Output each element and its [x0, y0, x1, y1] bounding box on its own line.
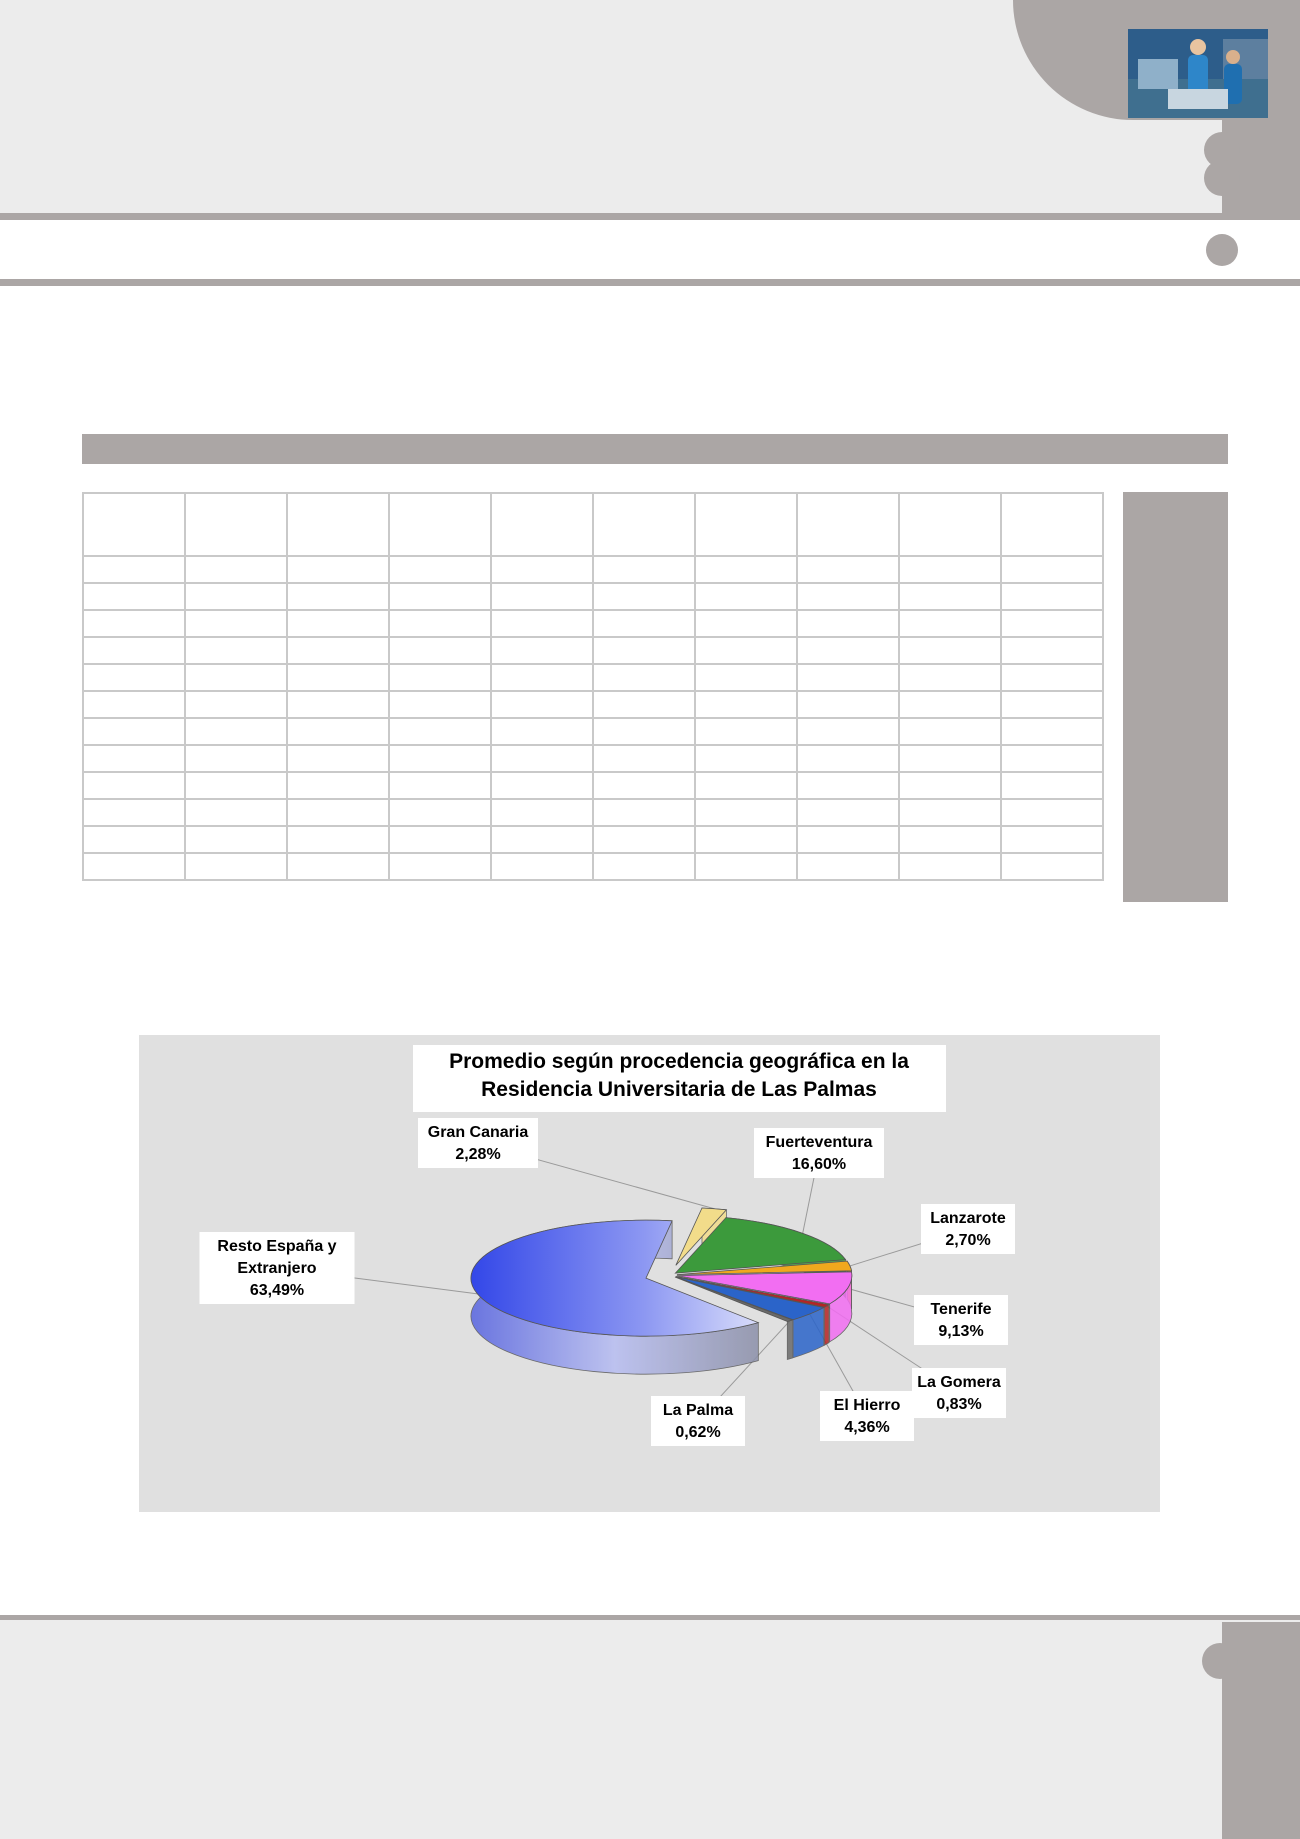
table-cell — [185, 493, 287, 556]
data-label-value-lanzarote: 2,70% — [945, 1232, 991, 1249]
data-label-name-lanzarote: Lanzarote — [930, 1210, 1006, 1227]
data-label-value-tenerife: 9,13% — [938, 1323, 984, 1340]
data-table — [82, 492, 1104, 881]
table-cell — [593, 610, 695, 637]
table-cell — [899, 556, 1001, 583]
table-cell — [797, 745, 899, 772]
table-header-row — [83, 493, 1103, 556]
table-cell — [83, 583, 185, 610]
table-side-block — [1123, 492, 1228, 902]
data-label-value-la-gomera: 0,83% — [936, 1396, 982, 1413]
table-row — [83, 637, 1103, 664]
table-cell — [287, 556, 389, 583]
table-cell — [491, 772, 593, 799]
table-cell — [83, 610, 185, 637]
table-cell — [287, 691, 389, 718]
data-label-value-fuerteventura: 16,60% — [791, 1156, 847, 1173]
header-divider-top — [0, 213, 1300, 220]
table-cell — [83, 718, 185, 745]
data-label-name-el-hierro: El Hierro — [833, 1397, 901, 1414]
table-row — [83, 610, 1103, 637]
table-cell — [593, 772, 695, 799]
table-cell — [491, 799, 593, 826]
table-cell — [83, 691, 185, 718]
table-cell — [1001, 853, 1103, 880]
data-label-value-resto-espana-y-extranjero: 63,49% — [249, 1282, 305, 1299]
table-cell — [83, 493, 185, 556]
table-row — [83, 691, 1103, 718]
table-cell — [83, 745, 185, 772]
table-cell — [899, 637, 1001, 664]
table-cell — [593, 493, 695, 556]
table-cell — [797, 664, 899, 691]
table-cell — [185, 799, 287, 826]
table-cell — [491, 610, 593, 637]
table-cell — [287, 799, 389, 826]
table-cell — [287, 583, 389, 610]
table-cell — [695, 718, 797, 745]
pie-slice-side-la-gomera — [824, 1305, 829, 1346]
table-cell — [185, 583, 287, 610]
table-cell — [389, 799, 491, 826]
table-cell — [899, 772, 1001, 799]
table-cell — [695, 583, 797, 610]
table-cell — [185, 664, 287, 691]
table-cell — [1001, 772, 1103, 799]
table-cell — [695, 493, 797, 556]
table-cell — [287, 772, 389, 799]
data-label-name-la-palma: La Palma — [662, 1402, 734, 1419]
table-cell — [491, 664, 593, 691]
table-cell — [899, 583, 1001, 610]
table-cell — [695, 853, 797, 880]
table-row — [83, 583, 1103, 610]
table-cell — [185, 718, 287, 745]
table-cell — [593, 745, 695, 772]
header-photo — [1128, 29, 1268, 118]
table-cell — [797, 610, 899, 637]
table-row — [83, 799, 1103, 826]
table-cell — [593, 583, 695, 610]
table-cell — [695, 826, 797, 853]
table-cell — [695, 556, 797, 583]
table-cell — [1001, 637, 1103, 664]
pie-chart-svg — [139, 1035, 1160, 1512]
table-cell — [185, 691, 287, 718]
table-cell — [491, 583, 593, 610]
table-row — [83, 826, 1103, 853]
table-cell — [389, 853, 491, 880]
table-cell — [389, 718, 491, 745]
table-cell — [185, 610, 287, 637]
table-cell — [899, 493, 1001, 556]
table-cell — [83, 826, 185, 853]
table-cell — [185, 637, 287, 664]
table-cell — [797, 718, 899, 745]
table-cell — [797, 556, 899, 583]
footer-band — [0, 1620, 1300, 1839]
table-cell — [389, 610, 491, 637]
table-cell — [593, 853, 695, 880]
table-cell — [1001, 745, 1103, 772]
table-cell — [1001, 556, 1103, 583]
table-cell — [389, 745, 491, 772]
table-cell — [1001, 493, 1103, 556]
data-label-name-la-gomera: La Gomera — [917, 1374, 1001, 1391]
data-label-name-resto-espana-y-extranjero: Resto España y — [217, 1238, 337, 1255]
table-cell — [491, 493, 593, 556]
table-cell — [797, 637, 899, 664]
table-cell — [185, 745, 287, 772]
table-cell — [797, 493, 899, 556]
table-cell — [491, 691, 593, 718]
table-cell — [899, 718, 1001, 745]
chart-title-line-1: Promedio según procedencia geográfica en la — [449, 1050, 909, 1073]
table-cell — [593, 664, 695, 691]
table-cell — [491, 826, 593, 853]
table-cell — [1001, 691, 1103, 718]
header-circle-2 — [1204, 160, 1240, 196]
table-row — [83, 664, 1103, 691]
table-cell — [695, 637, 797, 664]
table-cell — [899, 745, 1001, 772]
table-cell — [1001, 583, 1103, 610]
table-cell — [491, 745, 593, 772]
table-cell — [83, 664, 185, 691]
table-cell — [1001, 610, 1103, 637]
table-cell — [695, 691, 797, 718]
table-cell — [797, 826, 899, 853]
table-cell — [1001, 826, 1103, 853]
table-row — [83, 718, 1103, 745]
table-cell — [389, 637, 491, 664]
table-cell — [797, 853, 899, 880]
pie-chart — [139, 1035, 1160, 1512]
header-bullet-circle — [1206, 234, 1238, 266]
table-row — [83, 772, 1103, 799]
chart-title-line-2: Residencia Universitaria de Las Palmas — [481, 1078, 877, 1101]
table-cell — [389, 772, 491, 799]
table-cell — [287, 853, 389, 880]
table-cell — [695, 664, 797, 691]
table-title-bar — [82, 434, 1228, 464]
table-cell — [83, 772, 185, 799]
table-row — [83, 556, 1103, 583]
table-cell — [185, 826, 287, 853]
nurses-photo-icon — [1128, 29, 1268, 118]
table-cell — [389, 493, 491, 556]
table-cell — [185, 772, 287, 799]
table-cell — [593, 799, 695, 826]
table-cell — [287, 718, 389, 745]
table-cell — [899, 853, 1001, 880]
table-cell — [83, 853, 185, 880]
table-cell — [83, 556, 185, 583]
table-cell — [695, 610, 797, 637]
table-cell — [797, 583, 899, 610]
table-cell — [389, 826, 491, 853]
table-cell — [593, 691, 695, 718]
table-cell — [593, 826, 695, 853]
table-cell — [185, 556, 287, 583]
data-label-name-fuerteventura: Fuerteventura — [765, 1134, 873, 1151]
table-cell — [1001, 799, 1103, 826]
table-cell — [287, 745, 389, 772]
table-cell — [695, 745, 797, 772]
table-cell — [389, 691, 491, 718]
table-cell — [797, 691, 899, 718]
data-label-value-la-palma: 0,62% — [675, 1424, 721, 1441]
table-cell — [593, 718, 695, 745]
table-cell — [491, 556, 593, 583]
table-cell — [491, 718, 593, 745]
table-cell — [389, 583, 491, 610]
table-cell — [1001, 664, 1103, 691]
header-divider-bottom — [0, 279, 1300, 286]
data-label-value-el-hierro: 4,36% — [844, 1419, 890, 1436]
table-cell — [491, 637, 593, 664]
table-cell — [695, 799, 797, 826]
table-cell — [83, 799, 185, 826]
table-cell — [899, 826, 1001, 853]
table-row — [83, 853, 1103, 880]
table-cell — [1001, 718, 1103, 745]
table-cell — [287, 610, 389, 637]
table-cell — [83, 637, 185, 664]
table-cell — [899, 664, 1001, 691]
table-cell — [593, 637, 695, 664]
table-cell — [287, 664, 389, 691]
table-cell — [797, 799, 899, 826]
table-cell — [899, 799, 1001, 826]
table-cell — [593, 556, 695, 583]
table-cell — [491, 853, 593, 880]
data-label-name-tenerife: Tenerife — [930, 1301, 992, 1318]
data-label-name-resto-espana-y-extranjero: Extranjero — [237, 1260, 317, 1277]
table-cell — [287, 637, 389, 664]
pie-slice-side-la-palma — [787, 1320, 792, 1359]
data-label-value-gran-canaria: 2,28% — [455, 1146, 501, 1163]
table-cell — [899, 691, 1001, 718]
table-cell — [389, 556, 491, 583]
table-row — [83, 745, 1103, 772]
table-cell — [899, 610, 1001, 637]
table-cell — [287, 493, 389, 556]
footer-circle — [1202, 1643, 1238, 1679]
data-label-name-gran-canaria: Gran Canaria — [427, 1124, 529, 1141]
table-cell — [695, 772, 797, 799]
table-cell — [389, 664, 491, 691]
table-cell — [185, 853, 287, 880]
table-cell — [287, 826, 389, 853]
table-cell — [797, 772, 899, 799]
